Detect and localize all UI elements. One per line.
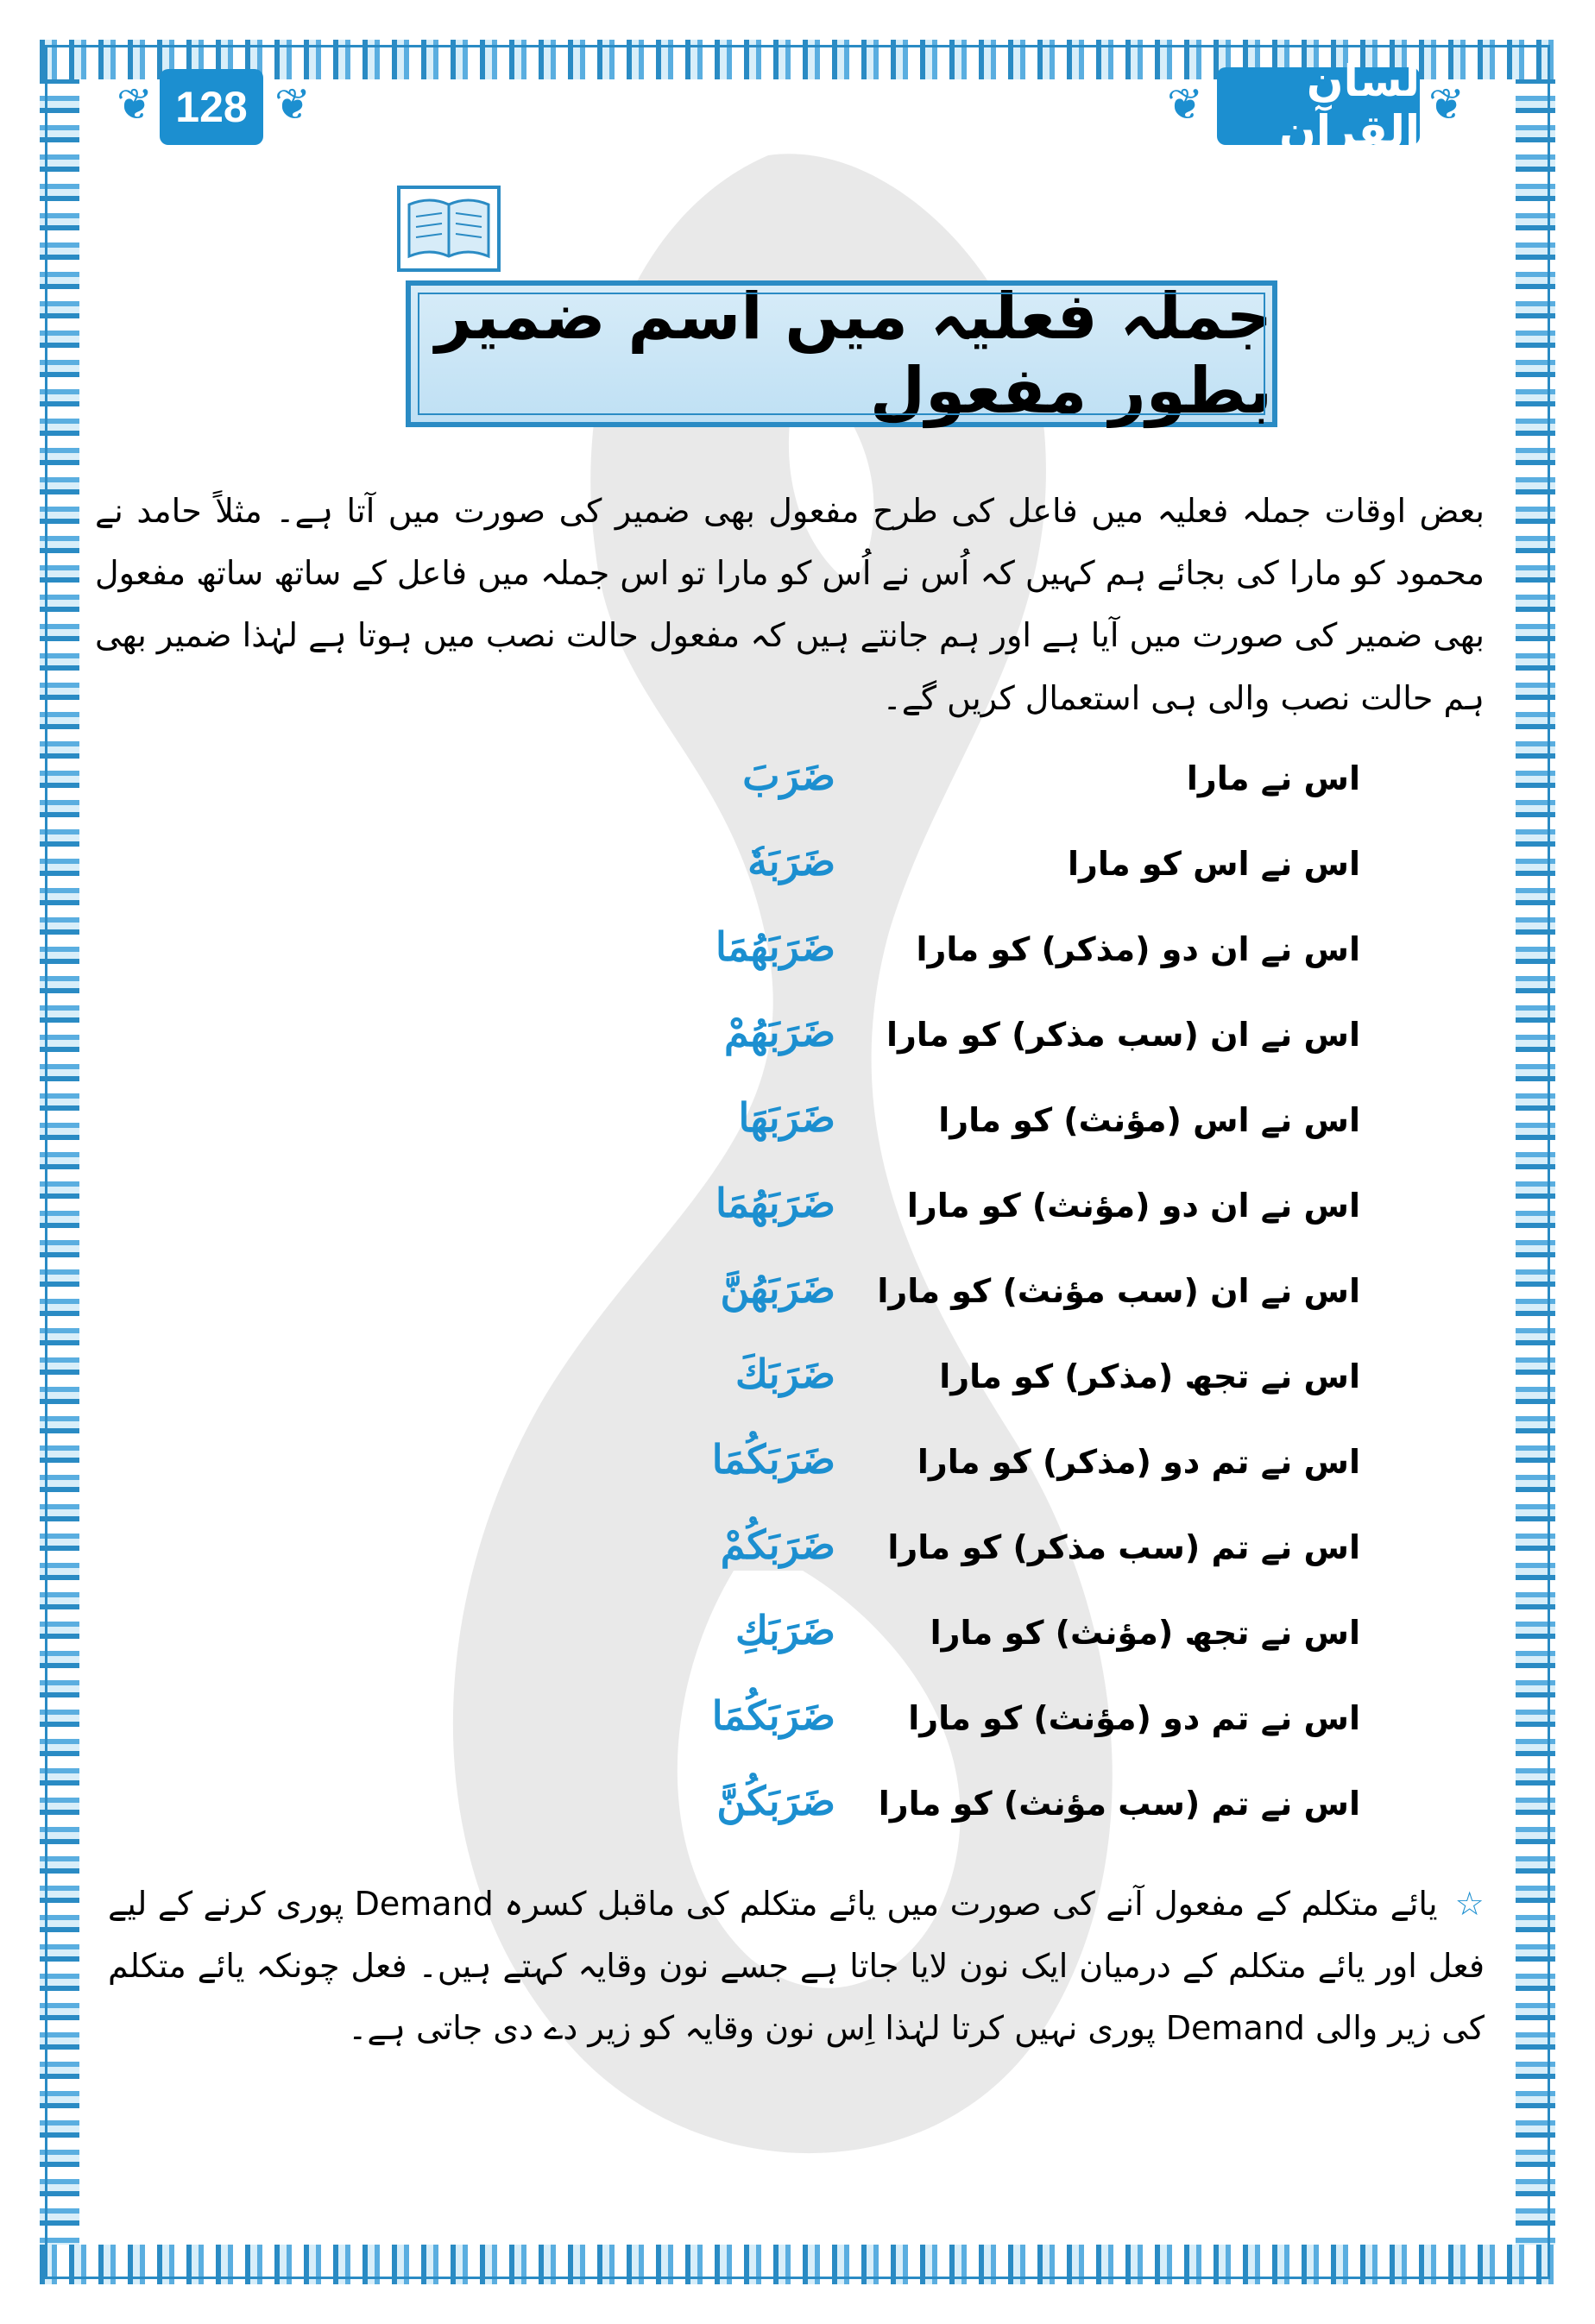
ornament-left-icon: ❦ bbox=[117, 79, 153, 129]
note-text: یائے متکلم کے مفعول آنے کی صورت میں یائے متکلم کی ماقبل کسرہ Demand پوری کرنے کے لیے فعل اور یائے متکلم کے درمیان ایک نون لایا جاتا ہے جسے نون وقایہ کہتے ہیں۔ فعل چونکہ یائے متکلم کی زیر والی Demand پوری نہیں کرتا لہٰذا اِس نون وقایہ کو زیر دے دی جاتی ہے۔ bbox=[108, 1885, 1485, 2048]
list-item bbox=[0, 1521, 1595, 1614]
list-item bbox=[0, 753, 1595, 845]
note-paragraph bbox=[108, 1873, 1485, 2060]
list-item bbox=[0, 1436, 1595, 1528]
book-title: لسان القرآن bbox=[1217, 67, 1420, 145]
urdu-meaning: اس نے ان دو (مذکر) کو مارا bbox=[916, 930, 1360, 968]
page-title: جملہ فعلیہ میں اسم ضمیر بطور مفعول bbox=[435, 280, 1272, 428]
arabic-verb: ضَرَبَكُنَّ bbox=[716, 1778, 835, 1824]
arabic-verb: ضَرَبَكُمَا bbox=[711, 1436, 835, 1483]
list-item bbox=[0, 1265, 1595, 1357]
arabic-verb: ضَرَبَكُمَا bbox=[711, 1692, 835, 1739]
arabic-verb: ضَرَبَهُمَا bbox=[715, 923, 835, 970]
arabic-verb: ضَرَبَهٗ bbox=[747, 838, 835, 885]
list-item bbox=[0, 838, 1595, 930]
list-item bbox=[0, 1778, 1595, 1870]
urdu-meaning: اس نے تم (سب مؤنث) کو مارا bbox=[878, 1785, 1360, 1823]
open-book-icon bbox=[397, 186, 501, 272]
arabic-verb: ضَرَبَ bbox=[742, 753, 835, 799]
urdu-meaning: اس نے ان (سب مؤنث) کو مارا bbox=[877, 1272, 1360, 1310]
urdu-meaning: اس نے مارا bbox=[1186, 759, 1360, 797]
list-item bbox=[0, 1351, 1595, 1443]
title-box bbox=[406, 280, 1277, 427]
list-item bbox=[0, 923, 1595, 1016]
urdu-meaning: اس نے اس کو مارا bbox=[1068, 845, 1360, 883]
ornament-left-icon: ❦ bbox=[1167, 79, 1203, 129]
star-icon: ☆ bbox=[1454, 1885, 1485, 1923]
urdu-meaning: اس نے تم دو (مذکر) کو مارا bbox=[917, 1443, 1360, 1481]
arabic-verb: ضَرَبَكِ bbox=[734, 1607, 835, 1653]
ornament-right-icon: ❦ bbox=[274, 79, 311, 129]
urdu-meaning: اس نے ان (سب مذکر) کو مارا bbox=[886, 1016, 1360, 1054]
examples-list bbox=[0, 753, 1595, 1870]
urdu-meaning: اس نے ان دو (مؤنث) کو مارا bbox=[906, 1187, 1360, 1225]
arabic-verb: ضَرَبَكُمْ bbox=[720, 1521, 835, 1568]
urdu-meaning: اس نے تجھ (مؤنث) کو مارا bbox=[930, 1614, 1360, 1652]
list-item bbox=[0, 1692, 1595, 1785]
arabic-verb: ضَرَبَهُمْ bbox=[723, 1009, 835, 1055]
urdu-meaning: اس نے تم (سب مذکر) کو مارا bbox=[887, 1528, 1360, 1566]
arabic-verb: ضَرَبَكَ bbox=[734, 1351, 835, 1397]
urdu-meaning: اس نے تجھ (مذکر) کو مارا bbox=[939, 1357, 1360, 1395]
ornament-right-icon: ❦ bbox=[1428, 79, 1465, 129]
intro-paragraph: بعض اوقات جملہ فعلیہ میں فاعل کی طرح مفعول بھی ضمیر کی صورت میں آتا ہے۔ مثلاً حامد نے محمود کو مارا کی بجائے ہم کہیں کہ اُس نے اُس کو مارا تو اس جملہ میں فاعل کے ساتھ ساتھ مفعول بھی ضمیر کی صورت میں آیا ہے اور ہم جانتے ہیں کہ مفعول حالت نصب میں ہوتا ہے لہٰذا ضمیر بھی ہم حالت نصب والی ہی استعمال کریں گے۔ bbox=[95, 492, 1485, 717]
page-number: 128 bbox=[160, 69, 263, 145]
list-item bbox=[0, 1009, 1595, 1101]
arabic-verb: ضَرَبَهُنَّ bbox=[720, 1265, 835, 1312]
list-item bbox=[0, 1094, 1595, 1187]
arabic-verb: ضَرَبَهُمَا bbox=[715, 1180, 835, 1226]
urdu-meaning: اس نے تم دو (مؤنث) کو مارا bbox=[908, 1699, 1360, 1737]
list-item bbox=[0, 1607, 1595, 1699]
urdu-meaning: اس نے اس (مؤنث) کو مارا bbox=[938, 1101, 1360, 1139]
arabic-verb: ضَرَبَهَا bbox=[738, 1094, 835, 1141]
list-item bbox=[0, 1180, 1595, 1272]
